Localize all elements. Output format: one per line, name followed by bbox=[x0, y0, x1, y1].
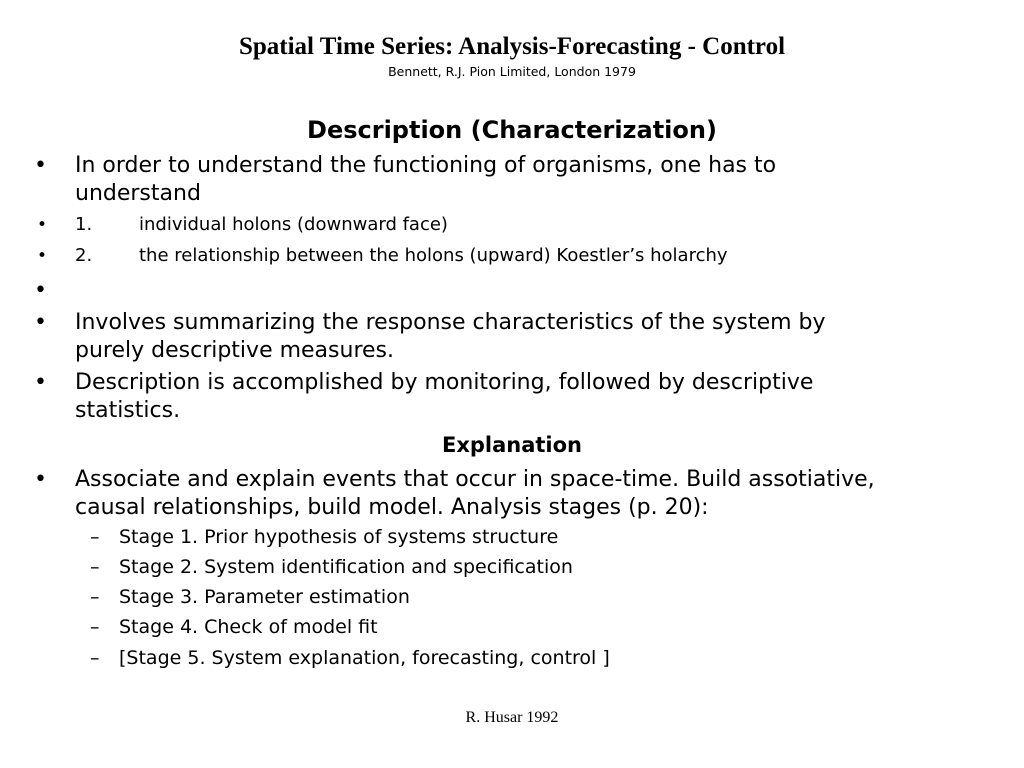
description-item-5-line-1: Involves summarizing the response characteristics of the system by bbox=[75, 310, 826, 335]
explanation-heading: Explanation bbox=[441, 433, 583, 457]
bullet-icon: • bbox=[34, 278, 47, 303]
stage-item-3: Stage 3. Parameter estimation bbox=[119, 586, 410, 608]
explanation-item-line-2: causal relationships, build model. Analysis stages (p. 20): bbox=[75, 495, 709, 520]
description-heading: Description (Characterization) bbox=[307, 116, 717, 144]
stage-item-4: Stage 4. Check of model fit bbox=[119, 616, 378, 638]
stage-item-5: [Stage 5. System explanation, forecasting, control ] bbox=[119, 647, 610, 669]
dash-icon: – bbox=[90, 556, 100, 578]
bullet-icon: • bbox=[34, 153, 47, 178]
slide-title: Spatial Time Series: Analysis-Forecasting - Control bbox=[238, 33, 786, 60]
item-number: 2. bbox=[75, 245, 93, 266]
description-item-1-line-1: In order to understand the functioning of organisms, one has to bbox=[75, 153, 777, 178]
bullet-icon: • bbox=[34, 467, 47, 492]
description-item-3 bbox=[75, 244, 728, 268]
description-item-2 bbox=[75, 213, 448, 237]
item-text: the relationship between the holons (upward) Koestler’s holarchy bbox=[139, 245, 728, 266]
stage-item-1: Stage 1. Prior hypothesis of systems structure bbox=[119, 526, 559, 548]
dash-icon: – bbox=[90, 586, 100, 608]
slide-footer: R. Husar 1992 bbox=[465, 709, 559, 726]
item-number: 1. bbox=[75, 214, 93, 235]
item-text: individual holons (downward face) bbox=[139, 214, 448, 235]
explanation-item-line-1: Associate and explain events that occur in space-time. Build assotiative, bbox=[75, 467, 875, 492]
slide-subtitle: Bennett, R.J. Pion Limited, London 1979 bbox=[388, 64, 636, 79]
dash-icon: – bbox=[90, 526, 100, 548]
bullet-icon: • bbox=[34, 310, 47, 335]
bullet-icon: • bbox=[34, 370, 47, 395]
dash-icon: – bbox=[90, 647, 100, 669]
bullet-icon: • bbox=[37, 215, 48, 235]
bullet-icon: • bbox=[37, 246, 48, 266]
dash-icon: – bbox=[90, 616, 100, 638]
description-item-5-line-2: purely descriptive measures. bbox=[75, 338, 394, 363]
description-item-1-line-2: understand bbox=[75, 181, 201, 206]
description-item-6-line-1: Description is accomplished by monitoring, followed by descriptive bbox=[75, 370, 814, 395]
description-item-6-line-2: statistics. bbox=[75, 398, 181, 423]
stage-item-2: Stage 2. System identification and specification bbox=[119, 556, 573, 578]
